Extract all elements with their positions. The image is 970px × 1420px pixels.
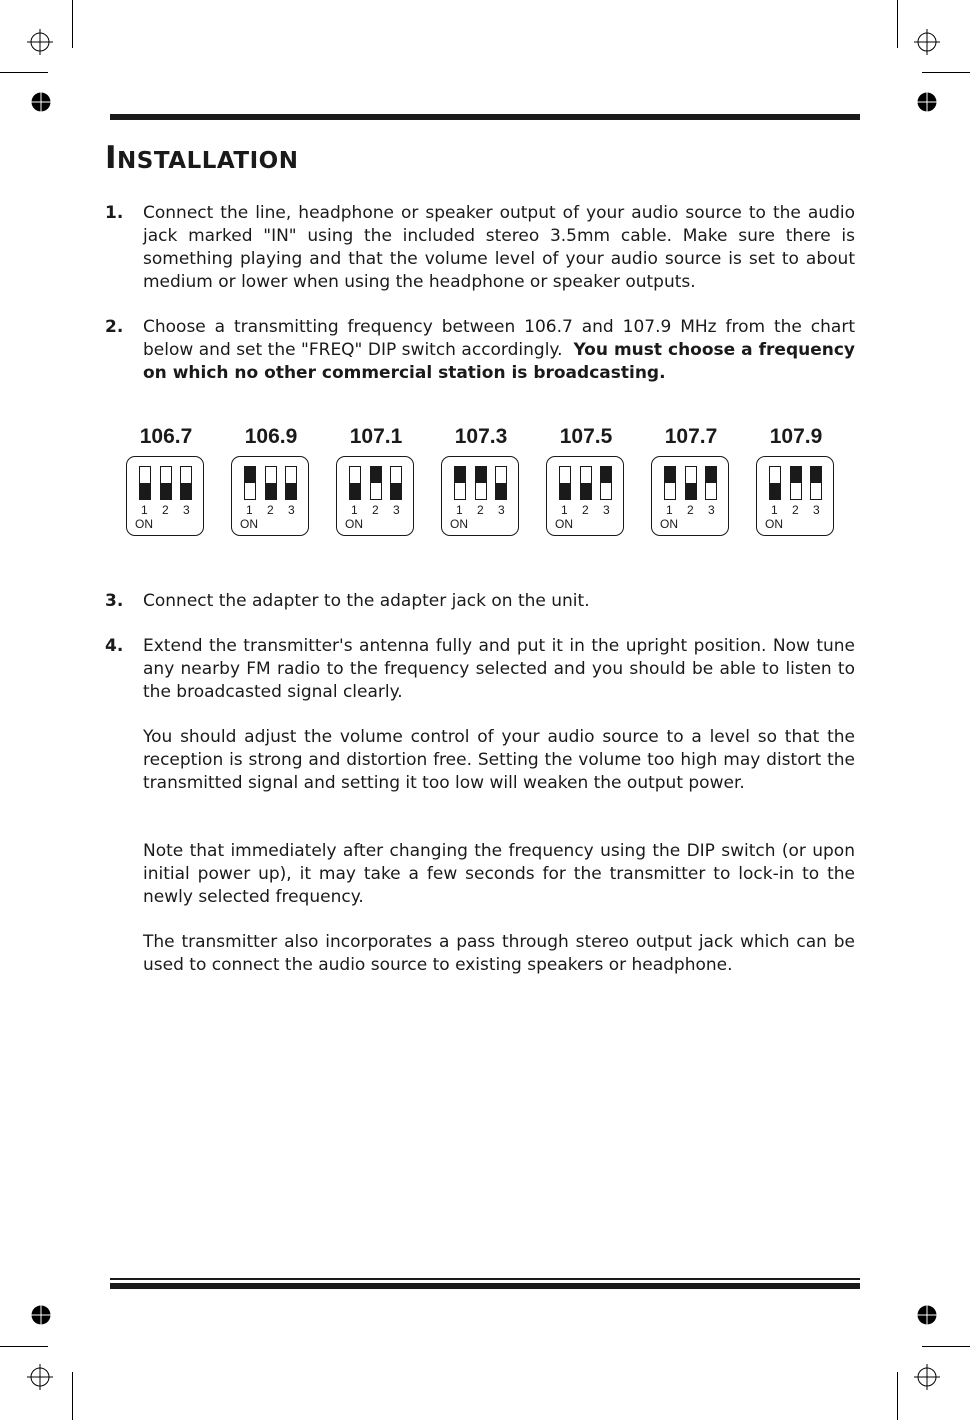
dip-switch-icon [231,456,309,536]
dip-toggle [139,466,151,500]
crop-mark [922,1346,970,1347]
body-paragraph: Note that immediately after changing the frequency using the DIP switch (or upon initial power up), it may take a few seconds for the transmitter to lock-in to the newly selected frequency. [143,841,855,907]
switch-number: 1 [771,503,778,517]
dip-toggle [769,466,781,500]
footer-rule-thick [110,1283,860,1289]
crop-mark [72,1372,73,1420]
step-number: 4. [105,636,124,656]
dip-toggle [685,466,697,500]
title-initial: I [105,140,118,176]
dip-toggle-lever [581,483,591,499]
dip-toggle-lever [665,467,675,483]
switch-number: 1 [561,503,568,517]
dip-toggle [390,466,402,500]
dip-toggle [495,466,507,500]
frequency-label: 107.1 [349,425,403,448]
registration-mark-icon [914,1364,940,1390]
switch-number: 3 [288,503,295,517]
on-label: ON [345,517,363,531]
dip-toggle [244,466,256,500]
footer-rule-thin [110,1278,860,1280]
body-paragraph: The transmitter also incorporates a pass through stereo output jack which can be used to connect the audio source to existing speakers or headphone. [143,932,855,975]
crop-mark [72,0,73,48]
on-label: ON [240,517,258,531]
dip-toggle [705,466,717,500]
crop-mark [897,0,898,48]
frequency-label: 107.9 [769,425,823,448]
switch-number: 1 [666,503,673,517]
dip-toggle-lever [286,483,296,499]
registration-mark-icon [27,29,53,55]
dip-toggle [285,466,297,500]
frequency-label: 107.3 [454,425,508,448]
dip-toggle [454,466,466,500]
dip-toggle [664,466,676,500]
dip-toggle [580,466,592,500]
switch-number: 2 [582,503,589,517]
dip-toggle-lever [496,483,506,499]
step-text: Extend the transmitter's antenna fully and put it in the upright position. Now tune any nearby FM radio to the frequency selected and you should be able to listen to the broadcasted signal clearly. [143,636,855,702]
dip-toggle-lever [245,467,255,483]
dip-toggle [180,466,192,500]
dip-toggle-lever [140,483,150,499]
dip-toggle-lever [811,467,821,483]
dip-toggle [790,466,802,500]
registration-mark-icon [914,29,940,55]
switch-number: 3 [393,503,400,517]
frequency-label: 107.5 [559,425,613,448]
target-dot-icon [917,1305,937,1325]
crop-mark [922,72,970,73]
dip-toggle-lever [181,483,191,499]
switch-number: 2 [372,503,379,517]
on-label: ON [765,517,783,531]
header-rule [110,114,860,120]
crop-mark [897,1372,898,1420]
dip-switch-icon [756,456,834,536]
step-text [143,316,855,385]
target-dot-icon [917,92,937,112]
on-label: ON [450,517,468,531]
on-label: ON [555,517,573,531]
switch-number: 1 [141,503,148,517]
dip-toggle-lever [476,467,486,483]
switch-number: 1 [246,503,253,517]
switch-number: 2 [267,503,274,517]
crop-mark [0,72,48,73]
dip-toggle-lever [455,467,465,483]
switch-number: 1 [456,503,463,517]
on-label: ON [135,517,153,531]
frequency-label: 106.7 [139,425,193,448]
dip-toggle-lever [770,483,780,499]
switch-number: 2 [162,503,169,517]
dip-toggle-lever [266,483,276,499]
dip-toggle [160,466,172,500]
dip-toggle-lever [706,467,716,483]
switch-number: 3 [498,503,505,517]
step-number: 2. [105,317,124,337]
switch-number: 3 [603,503,610,517]
dip-toggle-lever [161,483,171,499]
switch-number: 3 [813,503,820,517]
title-rest: NSTALLATION [117,148,299,174]
dip-switch-icon [546,456,624,536]
dip-switch-icon [126,456,204,536]
dip-toggle [475,466,487,500]
dip-toggle-lever [686,483,696,499]
switch-number: 2 [792,503,799,517]
target-dot-icon [31,92,51,112]
step-text-plain: Choose a transmitting frequency between 106.7 and 107.9 MHz from the chart below and set the "FREQ" DIP switch accordingly. [143,317,855,360]
step-text: Connect the line, headphone or speaker output of your audio source to the audio jack marked "IN" using the included stereo 3.5mm cable. Make sure there is something playing and that the volume level of your audio source is set to about medium or lower when using the headphone or speaker outputs. [143,203,855,292]
dip-toggle-lever [791,467,801,483]
crop-mark [0,1346,48,1347]
dip-toggle-lever [560,483,570,499]
dip-toggle [559,466,571,500]
dip-toggle-lever [391,483,401,499]
dip-toggle [265,466,277,500]
dip-toggle [349,466,361,500]
switch-number: 1 [351,503,358,517]
dip-toggle-lever [371,467,381,483]
dip-toggle [600,466,612,500]
on-label: ON [660,517,678,531]
page-title [105,140,298,176]
registration-mark-icon [27,1364,53,1390]
dip-switch-icon [441,456,519,536]
switch-number: 2 [477,503,484,517]
dip-switch-icon [651,456,729,536]
switch-number: 3 [183,503,190,517]
dip-switch-icon [336,456,414,536]
step-number: 3. [105,591,124,611]
step-text-bold: You must choose a frequency on which no other commercial station is broadcasting. [143,340,856,383]
step-text: Connect the adapter to the adapter jack on the unit. [143,591,590,611]
switch-number: 2 [687,503,694,517]
dip-toggle [370,466,382,500]
dip-toggle-lever [350,483,360,499]
step-number: 1. [105,203,124,223]
switch-number: 3 [708,503,715,517]
target-dot-icon [31,1305,51,1325]
frequency-label: 106.9 [244,425,298,448]
dip-toggle [810,466,822,500]
body-paragraph: You should adjust the volume control of your audio source to a level so that the reception is strong and distortion free. Setting the volume too high may distort the transmitted signal and setting it too low will weaken the output power. [143,727,855,793]
dip-toggle-lever [601,467,611,483]
frequency-label: 107.7 [664,425,718,448]
